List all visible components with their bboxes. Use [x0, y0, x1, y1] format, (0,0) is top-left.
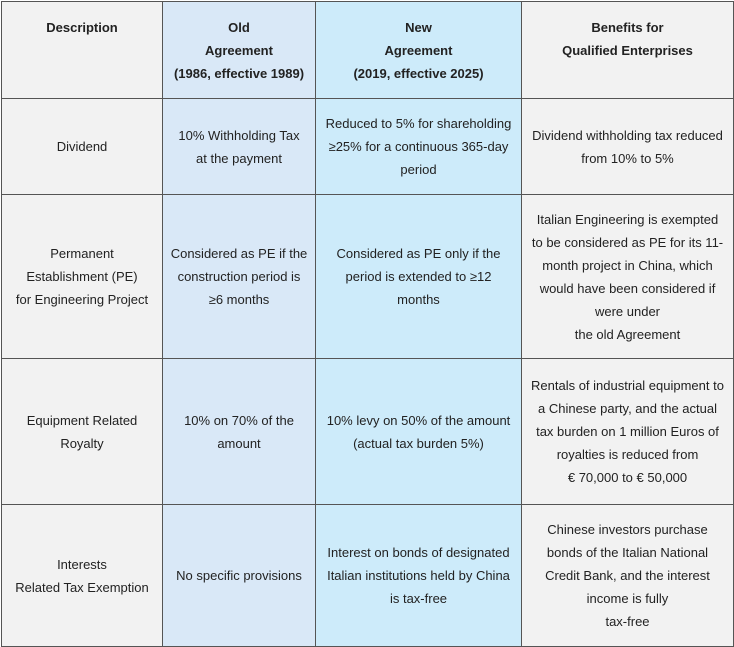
header-benefits-line: Benefits for [591, 19, 664, 35]
cell-line: 10% Withholding Tax [178, 127, 300, 143]
row-royalty-new [316, 359, 522, 505]
row-pe-description [2, 195, 163, 359]
cell-line: income is fully [586, 591, 669, 606]
row-pe-old [163, 195, 316, 359]
cell-line: Italian institutions held by China [327, 568, 510, 583]
cell-line: Equipment Related [26, 412, 138, 428]
row-royalty-description [2, 359, 163, 505]
cell-line: Reduced to 5% for shareholding [325, 116, 512, 131]
row-royalty-old [163, 359, 316, 505]
cell-line: Interest on bonds of designated [327, 545, 510, 560]
cell-line: 10% levy on 50% of the amount [326, 412, 511, 428]
cell-line: period [400, 162, 437, 177]
cell-line: Italian Engineering is exempted [536, 211, 719, 227]
cell-line: tax-free [605, 614, 650, 629]
cell-line: bonds of the Italian National [546, 545, 709, 560]
cell-line: a Chinese party, and the actual [538, 401, 717, 416]
table-row [2, 99, 734, 195]
row-pe-new [316, 195, 522, 359]
header-row [2, 2, 734, 99]
row-interests-description [2, 505, 163, 647]
header-benefits-line: Qualified Enterprises [562, 42, 693, 58]
cell-line: Royalty [60, 435, 104, 451]
header-new-line: Agreement [384, 42, 453, 58]
row-dividend-benefits [522, 99, 734, 195]
cell-line: Interests [57, 556, 107, 572]
cell-line: months [397, 292, 440, 307]
cell-line: No specific provisions [176, 568, 302, 583]
cell-line: were under [594, 303, 661, 319]
cell-line: 10% on 70% of the [184, 412, 294, 428]
cell-line: Dividend withholding tax reduced [532, 127, 723, 143]
cell-line: is tax-free [389, 591, 448, 606]
header-old-line: Agreement [205, 42, 273, 58]
header-old-line: (1986, effective 1989) [173, 65, 305, 81]
cell-line: construction period is [177, 269, 301, 284]
row-dividend-new [316, 99, 522, 195]
cell-line: Related Tax Exemption [15, 579, 149, 595]
header-old-agreement [163, 2, 316, 99]
cell-line: at the payment [196, 150, 282, 166]
cell-line: tax burden on 1 million Euros of [536, 424, 719, 439]
cell-line: month project in China, which [542, 257, 713, 273]
table-row [2, 195, 734, 359]
header-new-agreement [316, 2, 522, 99]
header-old-line: Old [228, 19, 250, 35]
cell-line: amount [217, 435, 261, 451]
header-description-line: Description [46, 19, 118, 35]
cell-line: the old Agreement [574, 326, 681, 342]
comparison-table [1, 1, 734, 647]
cell-line: Chinese investors purchase [547, 522, 708, 537]
cell-line: from 10% to 5% [581, 150, 674, 166]
row-dividend-description [2, 99, 163, 195]
row-dividend-old [163, 99, 316, 195]
header-benefits [522, 2, 734, 99]
cell-line: for Engineering Project [15, 292, 149, 307]
cell-line: (actual tax burden 5%) [353, 435, 484, 451]
cell-line: Dividend [56, 139, 108, 154]
cell-line: Rentals of industrial equipment to [531, 378, 724, 393]
cell-line: royalties is reduced from [556, 447, 699, 462]
row-royalty-benefits [522, 359, 734, 505]
cell-line: ≥25% for a continuous 365-day [328, 139, 509, 154]
cell-line: period is extended to ≥12 [345, 269, 492, 284]
cell-line: Credit Bank, and the interest [545, 568, 710, 583]
row-interests-old [163, 505, 316, 647]
table-row [2, 505, 734, 647]
cell-line: Considered as PE if the [170, 246, 308, 261]
header-new-line: (2019, effective 2025) [353, 65, 484, 81]
table-row [2, 359, 734, 505]
header-new-line: New [405, 19, 432, 35]
cell-line: Considered as PE only if the [336, 246, 501, 261]
row-interests-new [316, 505, 522, 647]
cell-line: € 70,000 to € 50,000 [567, 470, 688, 485]
row-pe-benefits [522, 195, 734, 359]
cell-line: Permanent [50, 246, 114, 261]
cell-line: would have been considered if [539, 280, 716, 296]
header-description [2, 2, 163, 99]
row-interests-benefits [522, 505, 734, 647]
cell-line: to be considered as PE for its 11- [531, 234, 724, 250]
cell-line: Establishment (PE) [26, 269, 138, 284]
cell-line: ≥6 months [208, 292, 270, 307]
